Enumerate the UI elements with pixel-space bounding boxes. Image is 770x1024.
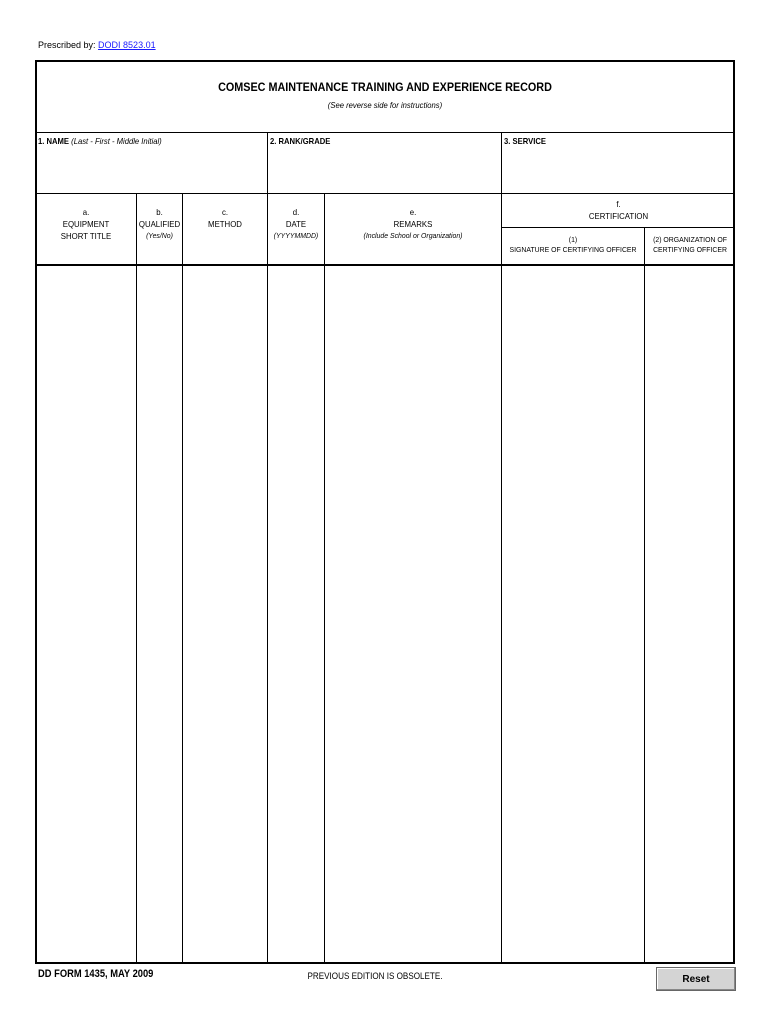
col-d-letter: d.: [292, 207, 300, 217]
prescribed-by: [38, 40, 156, 50]
date-column-input[interactable]: [268, 267, 324, 962]
col-header-organization: [649, 235, 732, 255]
service-field-label: 3. SERVICE: [504, 136, 546, 146]
col-d-note: (YYYYMMDD): [273, 231, 319, 240]
form-title: COMSEC MAINTENANCE TRAINING AND EXPERIENCE RECORD: [218, 80, 552, 94]
col-b-note: (Yes/No): [146, 231, 173, 240]
col-c-line1: METHOD: [208, 219, 242, 229]
col-c-letter: c.: [221, 207, 229, 217]
name-label: 1. NAME: [38, 136, 70, 146]
col-f-line1: CERTIFICATION: [588, 211, 649, 221]
divider-header: [35, 264, 735, 266]
col-header-signature: [508, 235, 639, 255]
col-header-method: [186, 206, 263, 230]
reset-button[interactable]: Reset: [656, 967, 736, 991]
qualified-column-input[interactable]: [137, 267, 182, 962]
divider-fields: [35, 193, 735, 194]
col-f1-label: SIGNATURE OF CERTIFYING OFFICER: [509, 245, 637, 254]
col-d-line1: DATE: [285, 219, 307, 229]
col-e-note: (Include School or Organization): [363, 231, 463, 240]
organization-column-input[interactable]: [645, 267, 733, 962]
col-a-line2: SHORT TITLE: [60, 231, 112, 241]
col-header-remarks: [332, 206, 494, 242]
divider-certification: [501, 227, 735, 228]
form-identifier: DD FORM 1435, MAY 2009: [38, 968, 154, 980]
col-a-letter: a.: [82, 207, 90, 217]
col-b-line1: QUALIFIED: [138, 219, 181, 229]
divider-name-rank: [267, 132, 268, 193]
col-e-line1: REMARKS: [393, 219, 433, 229]
method-column-input[interactable]: [183, 267, 267, 962]
col-f1-num: (1): [568, 235, 578, 244]
prescribed-label: Prescribed by:: [38, 40, 96, 50]
col-a-line1: EQUIPMENT: [62, 219, 110, 229]
name-input[interactable]: [37, 150, 266, 192]
signature-column-input[interactable]: [502, 267, 644, 962]
equipment-column-input[interactable]: [37, 267, 136, 962]
col-f-letter: f.: [616, 199, 621, 209]
previous-edition-note: PREVIOUS EDITION IS OBSOLETE.: [307, 971, 443, 981]
col-e-letter: e.: [409, 207, 417, 217]
col-header-certification: [511, 198, 725, 222]
form-subtitle: (See reverse side for instructions): [327, 100, 443, 110]
col-f2-line1: (2) ORGANIZATION OF: [653, 235, 727, 244]
divider-title: [35, 132, 735, 133]
col-b-letter: b.: [156, 207, 163, 217]
name-hint: (Last - First - Middle Initial): [71, 136, 162, 146]
remarks-column-input[interactable]: [325, 267, 501, 962]
dodi-link[interactable]: DODI 8523.01: [98, 40, 156, 50]
col-header-equipment: [40, 206, 132, 242]
col-header-date: [270, 206, 322, 242]
name-field-label: [38, 136, 162, 146]
col-f2-line2: CERTIFYING OFFICER: [653, 245, 727, 254]
service-input[interactable]: [503, 150, 733, 192]
divider-rank-service: [501, 132, 502, 193]
rank-field-label: 2. RANK/GRADE: [270, 136, 331, 146]
col-header-qualified: [139, 206, 180, 242]
rank-input[interactable]: [269, 150, 500, 192]
